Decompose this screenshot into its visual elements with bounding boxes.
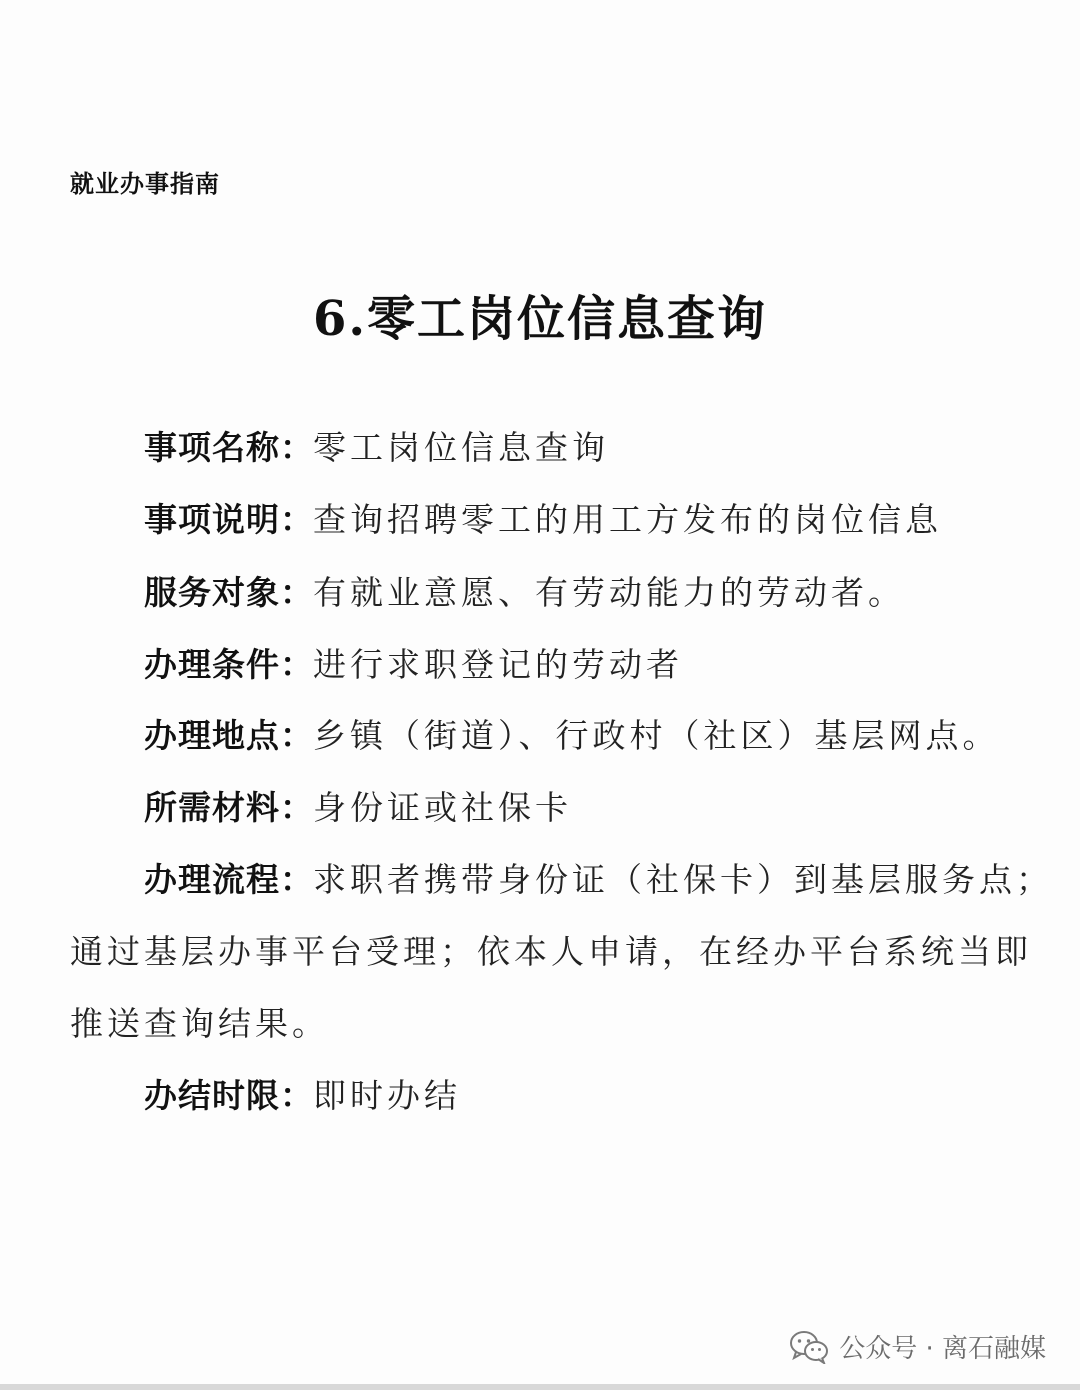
item-colon: ： (280, 1076, 313, 1115)
wechat-icon (789, 1330, 829, 1364)
materials-row (144, 788, 1020, 828)
item-name-row (144, 428, 1020, 468)
document-header: 就业办事指南 (70, 170, 220, 198)
item-value: 查询招聘零工的用工方发布的岗位信息 (313, 500, 942, 539)
item-label: 所需材料 (144, 788, 280, 827)
item-value: 即时办结 (313, 1076, 461, 1115)
item-value: 求职者携带身份证（社保卡）到基层服务点； (313, 860, 1053, 899)
process-continuation-line: 推送查询结果。 (70, 1004, 329, 1043)
watermark-text: 公众号 · 离石融媒 (839, 1334, 1046, 1364)
item-description-row (144, 500, 1020, 540)
item-colon: ： (280, 428, 313, 467)
item-label: 办理流程 (144, 860, 280, 899)
item-value: 零工岗位信息查询 (313, 428, 609, 467)
item-colon: ： (280, 500, 313, 539)
item-value: 进行求职登记的劳动者 (313, 645, 683, 684)
process-continuation-line: 通过基层办事平台受理；依本人申请，在经办平台系统当即 (70, 932, 1032, 971)
item-colon: ： (280, 645, 313, 684)
item-label: 事项说明 (144, 500, 280, 539)
bottom-edge-bar (0, 1384, 1080, 1390)
item-value: 有就业意愿、有劳动能力的劳动者。 (313, 573, 905, 612)
conditions-row (144, 645, 1020, 685)
location-row (144, 716, 1020, 756)
item-label: 办理地点 (144, 716, 280, 755)
time-limit-row (144, 1076, 1020, 1116)
item-value: 乡镇（街道）、行政村（社区）基层网点。 (313, 716, 1000, 755)
item-colon: ： (280, 716, 313, 755)
item-label: 服务对象 (144, 573, 280, 612)
item-colon: ： (280, 860, 313, 899)
watermark (789, 1328, 1046, 1365)
item-label: 办结时限 (144, 1076, 280, 1115)
item-colon: ： (280, 573, 313, 612)
item-label: 办理条件 (144, 645, 280, 684)
item-colon: ： (280, 788, 313, 827)
document-title: 6.零工岗位信息查询 (312, 291, 768, 347)
item-label: 事项名称 (144, 428, 280, 467)
service-target-row (144, 573, 1020, 613)
item-value: 身份证或社保卡 (313, 788, 572, 827)
process-row (144, 860, 1053, 900)
